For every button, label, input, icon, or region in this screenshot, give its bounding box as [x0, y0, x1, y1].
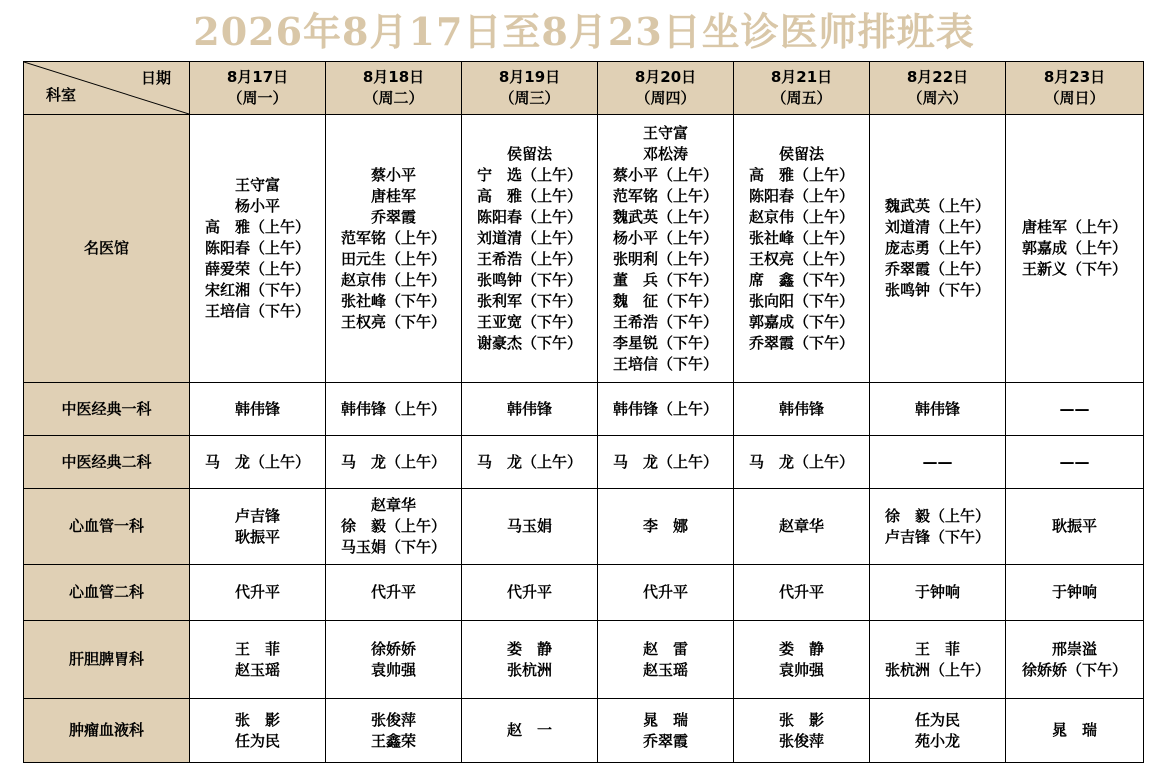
dept-row — [24, 699, 1144, 763]
day-weekday: （周六） — [907, 89, 968, 107]
doctor-entry: 侯留法 — [778, 144, 824, 163]
doctor-entry: 代升平 — [234, 583, 280, 601]
doctor-entry: 高 雅（上午） — [476, 186, 582, 205]
doctor-entry: 王新义（下午） — [1021, 260, 1127, 278]
doctor-entry: 张俊萍 — [370, 710, 416, 729]
doctor-entry: 田元生（上午） — [340, 249, 446, 268]
dept-row — [24, 383, 1144, 436]
doctor-entry: 代升平 — [642, 583, 688, 601]
doctor-entry: 任为民 — [914, 710, 960, 729]
doctor-entry: 张明利（上午） — [612, 249, 718, 268]
day-weekday: （周五） — [771, 89, 832, 107]
doctor-entry: 魏武英（上午） — [612, 207, 718, 226]
doctor-entry: 宋红湘（下午） — [204, 281, 310, 299]
schedule-cell — [326, 383, 462, 436]
doctor-entry: 席 鑫（下午） — [748, 270, 854, 289]
doctor-entry: 乔翠霞 — [370, 207, 416, 226]
doctor-entry: 刘道清（上午） — [476, 228, 582, 247]
doctor-entry: 徐娇娇（下午） — [1021, 660, 1127, 679]
dept-row — [24, 565, 1144, 621]
doctor-entry: 苑小龙 — [914, 731, 960, 750]
schedule-cell — [734, 489, 870, 565]
doctor-entry: 乔翠霞（上午） — [884, 260, 990, 278]
doctor-entry: 郭嘉成（上午） — [1021, 239, 1127, 257]
day-weekday: （周三） — [499, 89, 560, 107]
doctor-entry: 郭嘉成（下午） — [748, 312, 854, 331]
day-weekday: （周日） — [1044, 89, 1105, 107]
schedule-cell — [462, 436, 598, 489]
schedule-cell — [462, 383, 598, 436]
corner-dept-label: 科室 — [46, 86, 77, 104]
dept-row — [24, 115, 1144, 383]
dept-row — [24, 489, 1144, 565]
schedule-cell — [598, 436, 734, 489]
schedule-cell — [190, 621, 326, 699]
doctor-entry: 张向阳（下午） — [748, 291, 854, 310]
doctor-entry: 卢吉锋 — [234, 506, 280, 525]
schedule-cell — [190, 489, 326, 565]
schedule-cell — [1006, 489, 1144, 565]
schedule-cell — [870, 383, 1006, 436]
doctor-entry: 王守富 — [642, 123, 688, 142]
schedule-cell — [870, 489, 1006, 565]
corner-date-label: 日期 — [140, 69, 171, 87]
doctor-entry: 王培信（下午） — [612, 354, 718, 373]
doctor-entry: 韩伟锋 — [234, 399, 280, 418]
doctor-entry: 李 娜 — [642, 517, 688, 535]
schedule-cell — [326, 621, 462, 699]
doctor-entry: 庞志勇（上午） — [884, 239, 990, 257]
doctor-entry: 陈阳春（上午） — [748, 186, 854, 205]
schedule-cell — [734, 699, 870, 763]
doctor-entry: 薛爱荣（上午） — [204, 260, 310, 278]
header-row — [24, 62, 1144, 115]
doctor-entry: 韩伟锋 — [506, 399, 552, 418]
doctor-entry: 宁 选（上午） — [476, 165, 582, 184]
doctor-entry: 赵章华 — [370, 496, 416, 514]
doctor-entry: 王权亮（上午） — [748, 249, 854, 268]
doctor-entry: 韩伟锋 — [778, 399, 824, 418]
doctor-entry: 代升平 — [370, 583, 416, 601]
doctor-entry: —— — [1059, 452, 1090, 471]
doctor-entry: 晁 瑞 — [642, 710, 688, 729]
doctor-entry: 徐娇娇 — [370, 639, 416, 658]
schedule-cell — [326, 489, 462, 565]
doctor-entry: 张俊萍 — [778, 731, 824, 750]
schedule-cell — [190, 436, 326, 489]
doctor-entry: 韩伟锋（上午） — [340, 399, 446, 418]
schedule-cell — [1006, 436, 1144, 489]
schedule-cell — [734, 383, 870, 436]
doctor-entry: 于钟响 — [914, 583, 960, 601]
dept-name: 肿瘤血液科 — [24, 699, 190, 763]
day-header — [598, 62, 734, 115]
schedule-cell — [598, 565, 734, 621]
dept-name: 中医经典一科 — [24, 383, 190, 436]
doctor-entry: 徐 毅（上午） — [340, 517, 446, 535]
doctor-entry: 徐 毅（上午） — [884, 506, 990, 525]
schedule-cell — [598, 699, 734, 763]
doctor-entry: 韩伟锋 — [914, 399, 960, 418]
doctor-entry: 魏武英（上午） — [884, 197, 990, 215]
doctor-entry: 马 龙（上午） — [204, 452, 310, 471]
day-date: 8月21日 — [770, 68, 833, 86]
doctor-entry: 李星锐（下午） — [612, 333, 718, 352]
schedule-cell — [1006, 565, 1144, 621]
doctor-entry: 耿振平 — [234, 527, 280, 546]
schedule-cell — [598, 621, 734, 699]
doctor-entry: 邢崇溢 — [1051, 639, 1097, 658]
schedule-cell — [734, 621, 870, 699]
doctor-entry: 卢吉锋（下午） — [884, 527, 990, 546]
day-header — [326, 62, 462, 115]
doctor-entry: 张杭洲 — [506, 660, 552, 679]
doctor-entry: 马 龙（上午） — [748, 452, 854, 471]
schedule-cell — [870, 115, 1006, 383]
doctor-entry: 袁帅强 — [778, 660, 824, 679]
day-header — [734, 62, 870, 115]
doctor-entry: 耿振平 — [1051, 517, 1097, 535]
doctor-entry: —— — [1059, 399, 1090, 418]
day-date: 8月18日 — [362, 68, 425, 86]
schedule-cell — [598, 115, 734, 383]
doctor-entry: 魏 征（下午） — [612, 291, 718, 310]
doctor-entry: 赵京伟（上午） — [748, 207, 854, 226]
doctor-entry: 马玉娟（下午） — [340, 538, 446, 556]
doctor-entry: 杨小平 — [234, 197, 280, 215]
doctor-entry: 董 兵（下午） — [612, 270, 718, 289]
doctor-entry: 张利军（下午） — [476, 291, 582, 310]
doctor-entry: 娄 静 — [506, 639, 552, 658]
dept-name: 心血管二科 — [24, 565, 190, 621]
doctor-entry: 赵章华 — [778, 517, 824, 535]
day-weekday: （周一） — [227, 89, 288, 107]
dept-row — [24, 436, 1144, 489]
schedule-cell — [870, 621, 1006, 699]
day-weekday: （周四） — [635, 89, 696, 107]
doctor-entry: 张 影 — [778, 710, 824, 729]
dept-row — [24, 621, 1144, 699]
doctor-entry: 赵 雷 — [642, 639, 688, 658]
doctor-entry: 杨小平（上午） — [612, 228, 718, 247]
doctor-entry: 张鸣钟（下午） — [476, 270, 582, 289]
doctor-entry: 王培信（下午） — [204, 302, 310, 320]
day-weekday: （周二） — [363, 89, 424, 107]
schedule-cell — [598, 489, 734, 565]
schedule-cell — [462, 565, 598, 621]
doctor-entry: 赵玉瑶 — [234, 660, 280, 679]
doctor-entry: 韩伟锋（上午） — [612, 399, 718, 418]
doctor-entry: 赵京伟（上午） — [340, 270, 446, 289]
day-header — [1006, 62, 1144, 115]
doctor-entry: 王希浩（下午） — [612, 312, 718, 331]
doctor-entry: 蔡小平 — [370, 165, 416, 184]
doctor-entry: 乔翠霞 — [642, 731, 688, 750]
schedule-cell — [326, 699, 462, 763]
doctor-entry: 赵玉瑶 — [642, 660, 688, 679]
schedule-cell — [326, 115, 462, 383]
doctor-entry: 高 雅（上午） — [204, 218, 310, 236]
doctor-entry: 陈阳春（上午） — [476, 207, 582, 226]
schedule-cell — [870, 699, 1006, 763]
doctor-entry: 张 影 — [234, 710, 280, 729]
schedule-cell — [734, 436, 870, 489]
doctor-entry: 王 菲 — [914, 639, 960, 658]
schedule-cell — [190, 565, 326, 621]
doctor-entry: 唐桂军 — [370, 186, 416, 205]
doctor-entry: 侯留法 — [506, 144, 552, 163]
corner-cell — [24, 62, 190, 115]
doctor-entry: 王鑫荣 — [370, 731, 416, 750]
schedule-cell — [1006, 699, 1144, 763]
doctor-entry: 娄 静 — [778, 639, 824, 658]
schedule-cell — [870, 436, 1006, 489]
doctor-entry: 谢豪杰（下午） — [476, 333, 582, 352]
day-date: 8月19日 — [498, 68, 561, 86]
doctor-entry: 张社峰（下午） — [340, 291, 446, 310]
doctor-entry: 马 龙（上午） — [476, 452, 582, 471]
schedule-cell — [462, 621, 598, 699]
doctor-entry: 陈阳春（上午） — [204, 239, 310, 257]
schedule-cell — [190, 115, 326, 383]
schedule-cell — [190, 699, 326, 763]
dept-name: 肝胆脾胃科 — [24, 621, 190, 699]
doctor-entry: 范军铭（上午） — [340, 228, 446, 247]
doctor-entry: 代升平 — [506, 583, 552, 601]
schedule-cell — [598, 383, 734, 436]
day-date: 8月20日 — [634, 68, 697, 86]
day-header — [462, 62, 598, 115]
doctor-entry: 代升平 — [778, 583, 824, 601]
doctor-entry: 张鸣钟（下午） — [884, 281, 990, 299]
schedule-cell — [1006, 383, 1144, 436]
schedule-table — [23, 61, 1144, 763]
schedule-cell — [870, 565, 1006, 621]
page-title: 2026年8月17日至8月23日坐诊医师排班表 — [193, 9, 975, 54]
day-date: 8月23日 — [1043, 68, 1106, 86]
doctor-entry: 王亚宽（下午） — [476, 312, 582, 331]
doctor-entry: 乔翠霞（下午） — [748, 333, 854, 352]
doctor-entry: 袁帅强 — [370, 660, 416, 679]
day-date: 8月17日 — [226, 68, 289, 86]
doctor-entry: 蔡小平（上午） — [612, 165, 718, 184]
day-header — [870, 62, 1006, 115]
doctor-entry: 范军铭（上午） — [612, 186, 718, 205]
schedule-cell — [326, 565, 462, 621]
day-date: 8月22日 — [906, 68, 969, 86]
dept-name: 名医馆 — [24, 115, 190, 383]
doctor-entry: 晁 瑞 — [1051, 721, 1097, 739]
schedule-cell — [734, 115, 870, 383]
doctor-entry: —— — [922, 452, 953, 471]
doctor-entry: 唐桂军（上午） — [1021, 218, 1127, 236]
doctor-entry: 王 菲 — [234, 639, 280, 658]
day-header — [190, 62, 326, 115]
schedule-cell — [326, 436, 462, 489]
doctor-entry: 邓松涛 — [642, 144, 688, 163]
doctor-entry: 赵 一 — [506, 721, 552, 739]
schedule-cell — [1006, 621, 1144, 699]
dept-name: 中医经典二科 — [24, 436, 190, 489]
doctor-entry: 任为民 — [234, 731, 280, 750]
dept-name: 心血管一科 — [24, 489, 190, 565]
doctor-entry: 王权亮（下午） — [340, 312, 446, 331]
doctor-entry: 刘道清（上午） — [884, 218, 990, 236]
schedule-cell — [462, 115, 598, 383]
doctor-entry: 张社峰（上午） — [748, 228, 854, 247]
doctor-entry: 马玉娟 — [506, 517, 552, 535]
doctor-entry: 王希浩（上午） — [476, 249, 582, 268]
doctor-entry: 马 龙（上午） — [340, 452, 446, 471]
doctor-entry: 高 雅（上午） — [748, 165, 854, 184]
schedule-cell — [462, 489, 598, 565]
schedule-cell — [1006, 115, 1144, 383]
doctor-entry: 王守富 — [234, 176, 280, 194]
doctor-entry: 张杭洲（上午） — [884, 660, 990, 679]
schedule-cell — [462, 699, 598, 763]
doctor-entry: 马 龙（上午） — [612, 452, 718, 471]
doctor-entry: 于钟响 — [1051, 583, 1097, 601]
schedule-cell — [190, 383, 326, 436]
schedule-cell — [734, 565, 870, 621]
